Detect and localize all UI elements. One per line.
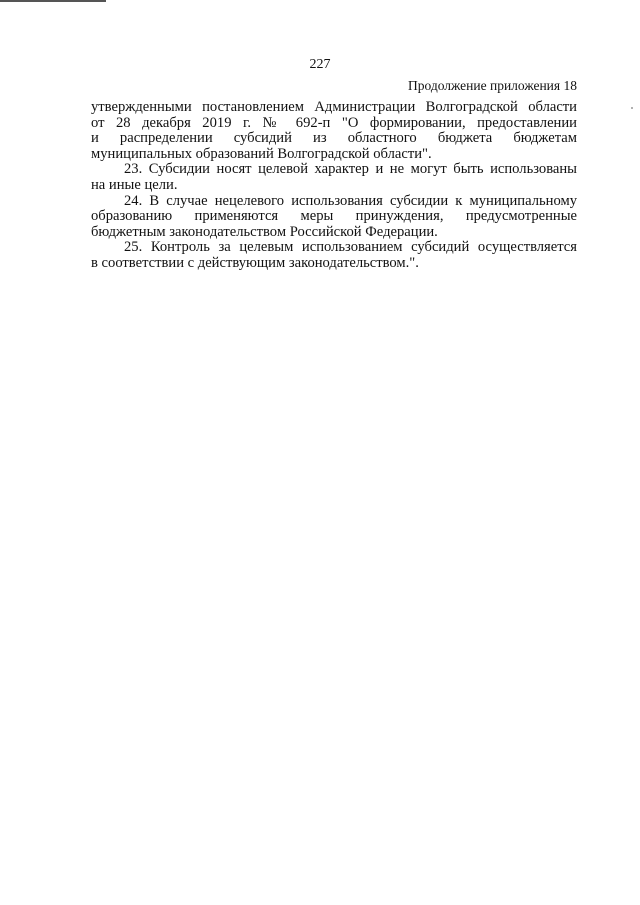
text-line: бюджетным законодательством Российской Федерации. — [91, 223, 438, 240]
paragraph-23 — [91, 162, 577, 193]
paragraph-continuation — [91, 100, 577, 162]
paragraph-25 — [91, 240, 577, 271]
text-line: образованию применяются меры принуждения, предусмотренные — [91, 208, 577, 225]
text-line: 24. В случае нецелевого использования субсидии к муниципальному — [124, 192, 577, 209]
text-line: и распределении субсидий из областного бюджета бюджетам — [91, 130, 577, 147]
text-line: от 28 декабря 2019 г. № 692-п "О формировании, предоставлении — [91, 114, 577, 131]
text-line: 23. Субсидии носят целевой характер и не могут быть использованы — [124, 161, 577, 178]
top-edge-rule — [0, 0, 106, 2]
text-line: муниципальных образований Волгоградской области". — [91, 145, 432, 162]
text-line: в соответствии с действующим законодательством.". — [91, 254, 419, 271]
text-line: 25. Контроль за целевым использованием субсидий осуществляется — [124, 239, 577, 256]
text-line: утвержденными постановлением Администрации Волгоградской области — [91, 99, 577, 115]
page-number: 227 — [309, 57, 331, 72]
document-body — [91, 100, 577, 272]
continuation-label: Продолжение приложения 18 — [407, 78, 577, 93]
paragraph-24 — [91, 194, 577, 241]
scan-speck — [631, 107, 633, 109]
text-line: на иные цели. — [91, 176, 178, 193]
